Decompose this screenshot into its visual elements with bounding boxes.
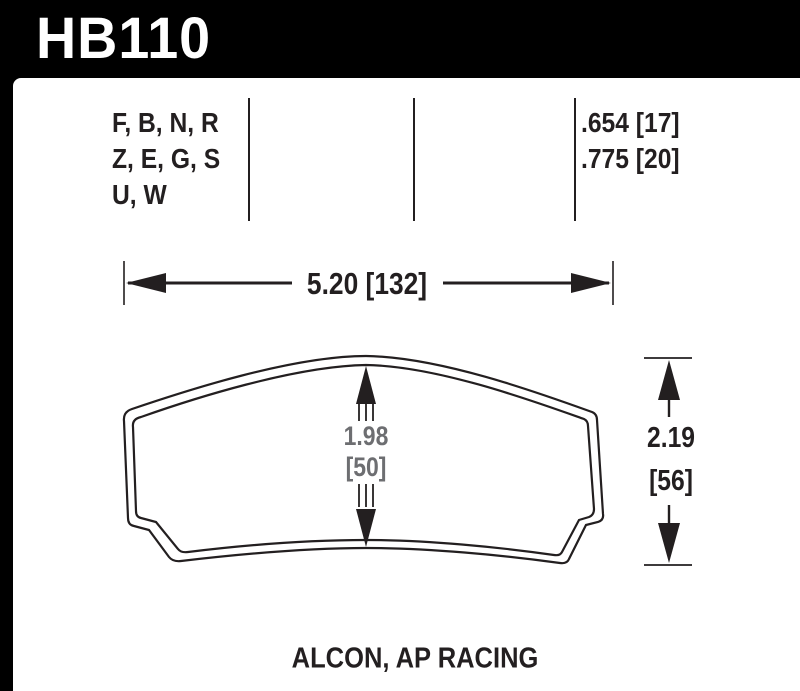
- overall-height-label: [647, 417, 695, 503]
- up-arrowhead: [356, 366, 376, 404]
- pad-thickness-values: [581, 105, 680, 177]
- center-height-value: 1.98: [343, 421, 389, 451]
- overall-height-value: 2.19: [647, 422, 695, 454]
- overall-height-metric: [56]: [649, 465, 693, 497]
- left-arrowhead: [126, 273, 166, 293]
- applications-label: ALCON, AP RACING: [291, 642, 539, 675]
- compound-codes-line-1: F, B, N, R: [112, 107, 219, 138]
- pad-thickness-line-1: .654 [17]: [581, 107, 680, 138]
- width-dimension-label: 5.20 [132]: [306, 266, 428, 301]
- compound-codes-line-3: U, W: [112, 179, 167, 210]
- pad-thickness-line-2: .775 [20]: [581, 143, 680, 174]
- down-arrowhead: [658, 523, 680, 563]
- right-arrowhead: [571, 273, 611, 293]
- compound-codes-line-2: Z, E, G, S: [112, 143, 221, 174]
- down-arrowhead: [356, 509, 376, 547]
- table-dividers: [249, 98, 575, 221]
- center-height-label: [344, 421, 389, 483]
- compound-codes: [112, 105, 220, 213]
- center-height-metric: [50]: [345, 452, 387, 482]
- part-number: HB110: [36, 5, 212, 71]
- up-arrowhead: [658, 360, 680, 400]
